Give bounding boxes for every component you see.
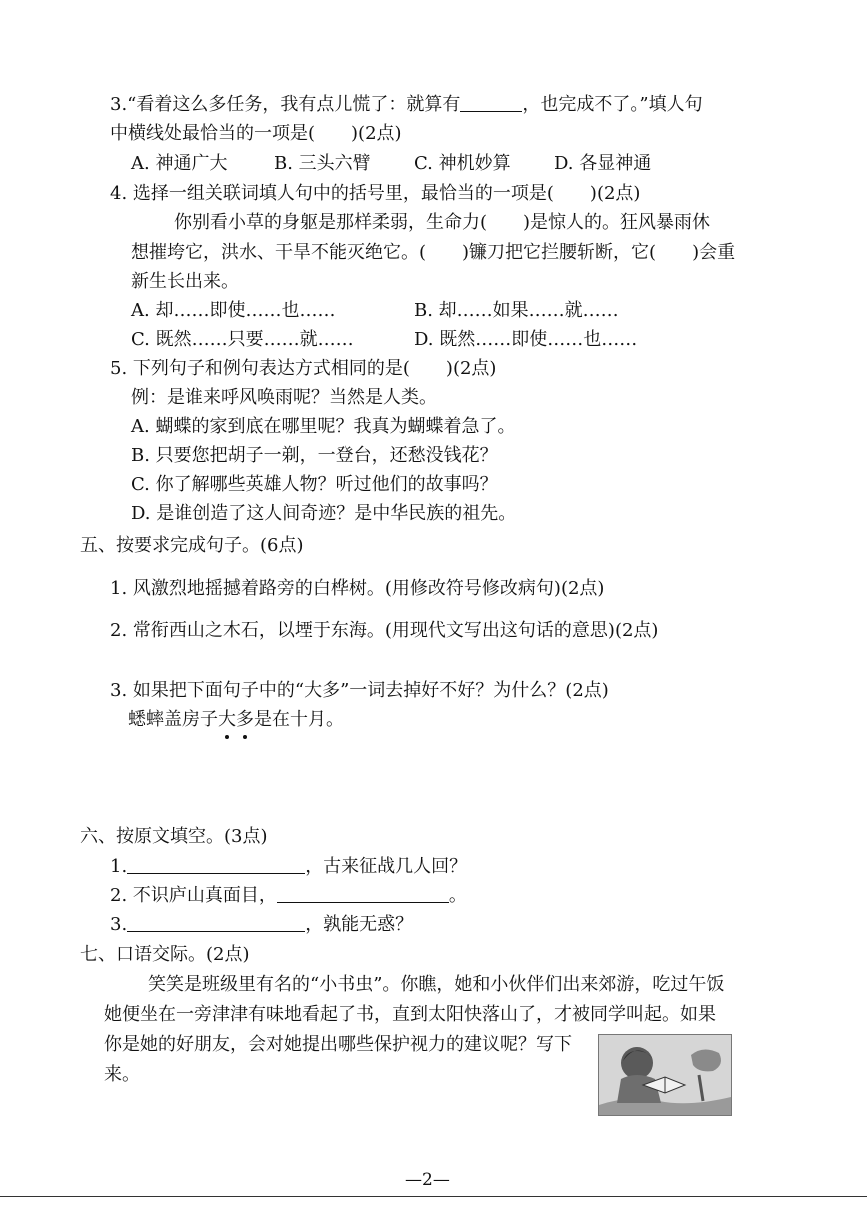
section7-para-line2: 她便坐在一旁津津有味地看起了书，直到太阳快落山了，才被同学叫起。如果 (104, 1004, 716, 1025)
section5-item2: 2. 常衔西山之木石，以堙于东海。(用现代文写出这句话的意思)(2点) (110, 620, 659, 641)
item3-number: 3. (110, 914, 128, 935)
q4-option-b[interactable]: B. 却……如果……就…… (414, 300, 619, 321)
emphasis-char-2: 多 (236, 707, 254, 733)
q3-line1 (110, 92, 703, 118)
q3-option-a[interactable]: A. 神通广大 (131, 153, 228, 174)
section5-sentence (128, 707, 344, 733)
item3-text: ，孰能无惑？ (305, 914, 414, 935)
section7-para-line4: 来。 (104, 1064, 140, 1085)
section5-title: 五、按要求完成句子。(6点) (80, 535, 304, 556)
item2-text: 2. 不识庐山真面目， (110, 885, 277, 906)
q4-passage-line2: 想摧垮它，洪水、干旱不能灭绝它。( )镰刀把它拦腰斩断，它( )会重 (131, 242, 736, 263)
fill-blank-2[interactable] (277, 884, 449, 903)
q4-stem: 4. 选择一组关联词填人句中的括号里，最恰当的一项是( )(2点) (110, 183, 641, 204)
q5-stem: 5. 下列句子和例句表达方式相同的是( )(2点) (110, 358, 497, 379)
q4-passage-line1: 你别看小草的身躯是那样柔弱，生命力( )是惊人的。狂风暴雨休 (174, 212, 711, 233)
section7-para-line1: 笑笑是班级里有名的“小书虫”。你瞧，她和小伙伴们出来郊游，吃过午饭 (148, 974, 725, 995)
section7-title: 七、口语交际。(2点) (80, 944, 250, 965)
reading-child-icon (599, 1035, 731, 1115)
sentence-after: 是在十月。 (254, 709, 344, 730)
item1-text: ，古来征战几人回？ (305, 856, 468, 877)
q3-option-b[interactable]: B. 三头六臂 (274, 153, 371, 174)
section7-para-line3: 你是她的好朋友，会对她提出哪些保护视力的建议呢？写下 (104, 1034, 572, 1055)
sentence-before: 蟋蟀盖房子 (128, 709, 218, 730)
q4-option-c[interactable]: C. 既然……只要……就…… (131, 329, 354, 350)
bottom-divider (0, 1196, 867, 1197)
q3-text-b: ，也完成不了。”填人句 (522, 94, 703, 115)
section6-item2 (110, 883, 467, 909)
q5-option-d[interactable]: D. 是谁创造了这人间奇迹？是中华民族的祖先。 (131, 503, 517, 524)
q3-option-c[interactable]: C. 神机妙算 (414, 153, 511, 174)
item1-number: 1. (110, 856, 128, 877)
q4-option-a[interactable]: A. 却……即使……也…… (131, 300, 336, 321)
emphasis-char-1: 大 (218, 707, 236, 733)
q3-blank[interactable] (460, 93, 522, 112)
q4-passage-line3: 新生长出来。 (131, 271, 239, 292)
fill-blank-1[interactable] (127, 855, 305, 874)
page-number: —2— (405, 1170, 450, 1190)
fill-blank-3[interactable] (127, 913, 305, 932)
q5-option-c[interactable]: C. 你了解哪些英雄人物？听过他们的故事吗？ (131, 474, 498, 495)
item2-end: 。 (448, 885, 467, 906)
section6-title: 六、按原文填空。(3点) (80, 826, 268, 847)
q5-option-a[interactable]: A. 蝴蝶的家到底在哪里呢？我真为蝴蝶着急了。 (131, 416, 516, 437)
section5-item3: 3. 如果把下面句子中的“大多”一词去掉好不好？为什么？(2点) (110, 680, 609, 701)
reading-child-illustration (598, 1034, 732, 1116)
q5-option-b[interactable]: B. 只要您把胡子一剃，一登台，还愁没钱花？ (131, 445, 498, 466)
section5-item1: 1. 风激烈地摇撼着路旁的白桦树。(用修改符号修改病句)(2点) (110, 578, 605, 599)
section6-item1 (110, 854, 467, 880)
q4-option-d[interactable]: D. 既然……即使……也…… (414, 329, 638, 350)
q3-text-a: 3.“看着这么多任务，我有点儿慌了：就算有 (110, 94, 461, 115)
section6-item3 (110, 912, 413, 938)
q3-line2: 中横线处最恰当的一项是( )(2点) (110, 123, 402, 144)
q5-example: 例：是谁来呼风唤雨呢？当然是人类。 (131, 387, 437, 408)
q3-option-d[interactable]: D. 各显神通 (554, 153, 652, 174)
